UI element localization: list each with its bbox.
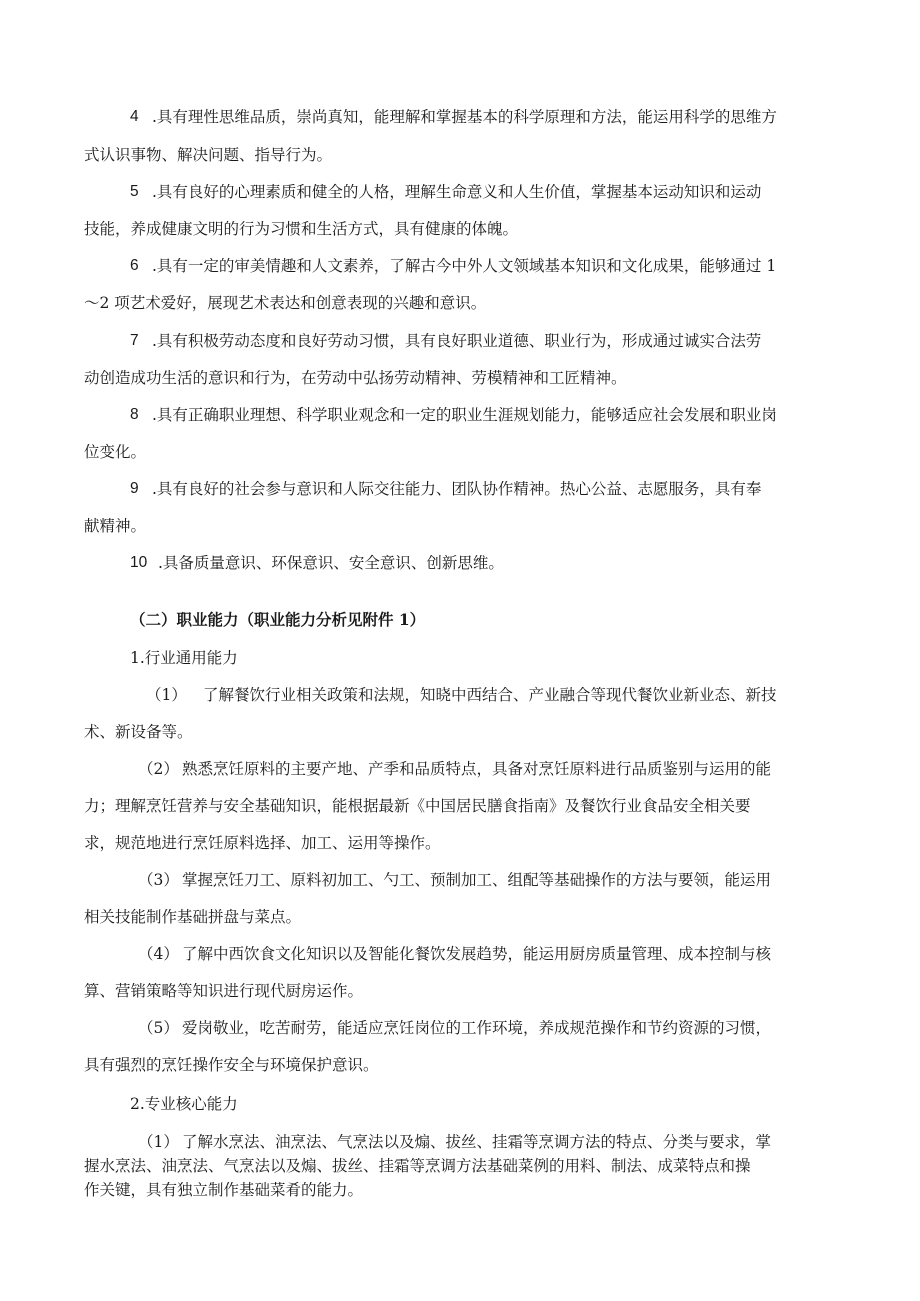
- item-label: （2）: [138, 760, 179, 778]
- item-text: 术、新设备等。: [84, 723, 193, 741]
- item-text: .具有一定的审美情趣和人文素养，了解古今中外人文领域基本知识和文化成果，能够通过 1: [152, 257, 777, 275]
- item-text: 动创造成功生活的意识和行为，在劳动中弘扬劳动精神、劳模精神和工匠精神。: [84, 369, 627, 387]
- item-text: 算、营销策略等知识进行现代厨房运作。: [84, 982, 364, 1000]
- item-number: 7: [130, 332, 139, 349]
- item-text: 爱岗敬业，吃苦耐劳，能适应烹饪岗位的工作环境，养成规范操作和节约资源的习惯，: [182, 1019, 772, 1037]
- subsection-title-text: 1.行业通用能力: [130, 649, 238, 667]
- item-text: 力；理解烹饪营养与安全基础知识，能根据最新《中国居民膳食指南》及餐饮行业食品安全相关要: [84, 797, 751, 815]
- item-text: ～2 项艺术爱好，展现艺术表达和创意表现的兴趣和意识。: [84, 294, 487, 312]
- item-number: 9: [130, 480, 139, 497]
- item-text: .具有正确职业理想、科学职业观念和一定的职业生涯规划能力，能够适应社会发展和职业岗: [152, 406, 777, 424]
- section-heading-text: （二）职业能力（职业能力分析见附件 1）: [130, 610, 426, 629]
- item-text: 了解餐饮行业相关政策和法规，知晓中西结合、产业融合等现代餐饮业新业态、新技: [203, 686, 777, 704]
- item-label: （4）: [138, 945, 179, 963]
- item-text: .具备质量意识、环保意识、安全意识、创新思维。: [158, 554, 504, 572]
- item-text: 熟悉烹饪原料的主要产地、产季和品质特点，具备对烹饪原料进行品质鉴别与运用的能: [182, 760, 772, 778]
- item-text: 献精神。: [84, 517, 147, 535]
- item-label: （1）: [138, 1133, 179, 1151]
- item-number: 5: [130, 183, 139, 200]
- item-text: 作关键，具有独立制作基础菜肴的能力。: [84, 1181, 364, 1199]
- item-text: .具有良好的社会参与意识和人际交往能力、团队协作精神。热心公益、志愿服务，具有奉: [152, 480, 762, 498]
- item-text: .具有良好的心理素质和健全的人格，理解生命意义和人生价值，掌握基本运动知识和运动: [152, 183, 762, 201]
- item-text: 式认识事物、解决问题、指导行为。: [84, 146, 333, 164]
- item-text: 了解中西饮食文化知识以及智能化餐饮发展趋势，能运用厨房质量管理、成本控制与核: [182, 945, 772, 963]
- item-text: .具有积极劳动态度和良好劳动习惯，具有良好职业道德、职业行为，形成通过诚实合法劳: [152, 332, 762, 350]
- item-label: （3）: [138, 871, 179, 889]
- item-text: .具有理性思维品质，崇尚真知，能理解和掌握基本的科学原理和方法，能运用科学的思维方: [152, 108, 777, 126]
- item-number: 4: [130, 108, 139, 125]
- item-text: 求，规范地进行烹饪原料选择、加工、运用等操作。: [84, 834, 441, 852]
- item-text: 了解水烹法、油烹法、气烹法以及煽、拔丝、挂霜等烹调方法的特点、分类与要求，掌: [182, 1133, 772, 1151]
- item-label: （1）: [146, 686, 187, 704]
- item-text: 掌握烹饪刀工、原料初加工、勺工、预制加工、组配等基础操作的方法与要领，能运用: [182, 871, 772, 889]
- item-number: 8: [130, 406, 139, 423]
- item-text: 握水烹法、油烹法、气烹法以及煽、拔丝、挂霜等烹调方法基础菜例的用料、制法、成菜特点和操: [84, 1157, 751, 1175]
- item-text: 技能，养成健康文明的行为习惯和生活方式，具有健康的体魄。: [84, 220, 519, 238]
- item-number: 6: [130, 257, 139, 274]
- item-text: 相关技能制作基础拼盘与菜点。: [84, 908, 302, 926]
- item-text: 位变化。: [84, 443, 147, 461]
- item-label: （5）: [138, 1019, 179, 1037]
- item-text: 具有强烈的烹饪操作安全与环境保护意识。: [84, 1056, 379, 1074]
- item-number: 10: [130, 554, 148, 571]
- subsection-title-text: 2.专业核心能力: [130, 1095, 238, 1113]
